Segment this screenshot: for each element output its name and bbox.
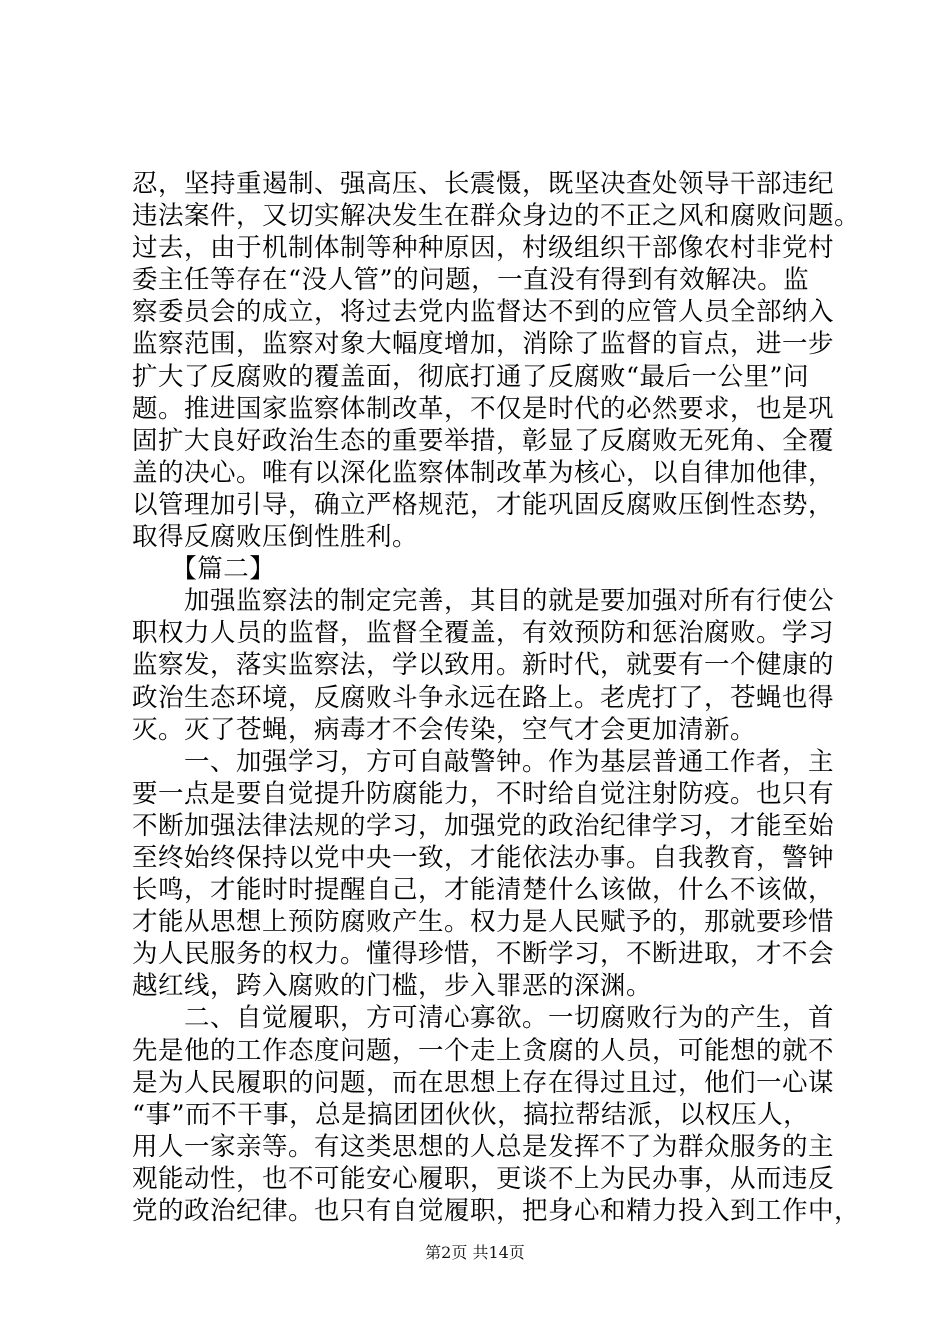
text-line: 职权力人员的监督，监督全覆盖，有效预防和惩治腐败。学习 <box>132 618 835 649</box>
text-line: 政治生态环境，反腐败斗争永远在路上。老虎打了，苍蝇也得 <box>132 682 835 713</box>
text-line: 扩大了反腐败的覆盖面，彻底打通了反腐败“最后一公里”问 <box>132 361 810 392</box>
text-line: 一、加强学习，方可自敲警钟。作为基层普通工作者，主 <box>132 746 835 777</box>
text-line: 盖的决心。唯有以深化监察体制改革为核心，以自律加他律， <box>132 457 835 488</box>
text-line: 取得反腐败压倒性胜利。 <box>132 522 419 553</box>
text-line: 不断加强法律法规的学习，加强党的政治纪律学习，才能至始 <box>132 810 835 841</box>
text-line: 加强监察法的制定完善，其目的就是要加强对所有行使公 <box>132 586 835 617</box>
text-line: 为人民服务的权力。懂得珍惜，不断学习，不断进取，才不会 <box>132 939 835 970</box>
text-line: 忍，坚持重遏制、强高压、长震慑，既坚决查处领导干部违纪 <box>132 169 835 199</box>
text-line: 二、自觉履职，方可清心寡欲。一切腐败行为的产生，首 <box>132 1003 835 1034</box>
text-line: 长鸣，才能时时提醒自己，才能清楚什么该做，什么不该做， <box>132 875 835 906</box>
text-line: 党的政治纪律。也只有自觉履职，把身心和精力投入到工作中， <box>132 1196 861 1226</box>
text-line: 越红线，跨入腐败的门槛，步入罪恶的深渊。 <box>132 971 653 1002</box>
text-line: 观能动性，也不可能安心履职，更谈不上为民办事，从而违反 <box>132 1163 835 1194</box>
section-heading: 【篇二】 <box>132 554 276 585</box>
text-line: 先是他的工作态度问题，一个走上贪腐的人员，可能想的就不 <box>132 1035 835 1066</box>
text-line: 灭。灭了苍蝇，病毒才不会传染，空气才会更加清新。 <box>132 714 757 745</box>
text-line: 要一点是要自觉提升防腐能力，不时给自觉注射防疫。也只有 <box>132 778 835 809</box>
text-line: “事”而不干事，总是搞团团伙伙，搞拉帮结派，以权压人， <box>132 1099 810 1130</box>
text-line: 委主任等存在“没人管”的问题，一直没有得到有效解决。监 <box>132 265 810 296</box>
text-line: 察委员会的成立，将过去党内监督达不到的应管人员全部纳入 <box>132 297 835 328</box>
text-line: 违法案件，又切实解决发生在群众身边的不正之风和腐败问题。 <box>132 201 861 232</box>
text-line: 用人一家亲等。有这类思想的人总是发挥不了为群众服务的主 <box>132 1131 835 1162</box>
text-line: 题。推进国家监察体制改革，不仅是时代的必然要求，也是巩 <box>132 393 835 424</box>
text-line: 监察范围，监察对象大幅度增加，消除了监督的盲点，进一步 <box>132 329 835 360</box>
text-line: 是为人民履职的问题，而在思想上存在得过且过，他们一心谋 <box>132 1067 835 1098</box>
text-line: 固扩大良好政治生态的重要举措，彰显了反腐败无死角、全覆 <box>132 425 835 456</box>
text-line: 以管理加引导，确立严格规范，才能巩固反腐败压倒性态势， <box>132 489 835 520</box>
page-number-footer: 第2页 共14页 <box>425 1243 525 1262</box>
text-line: 才能从思想上预防腐败产生。权力是人民赋予的，那就要珍惜 <box>132 907 835 938</box>
text-line: 监察发，落实监察法，学以致用。新时代，就要有一个健康的 <box>132 650 835 681</box>
document-body <box>132 168 861 1227</box>
text-line: 至终始终保持以党中央一致，才能依法办事。自我教育，警钟 <box>132 842 835 873</box>
text-line: 过去，由于机制体制等种种原因，村级组织干部像农村非党村 <box>132 233 835 264</box>
